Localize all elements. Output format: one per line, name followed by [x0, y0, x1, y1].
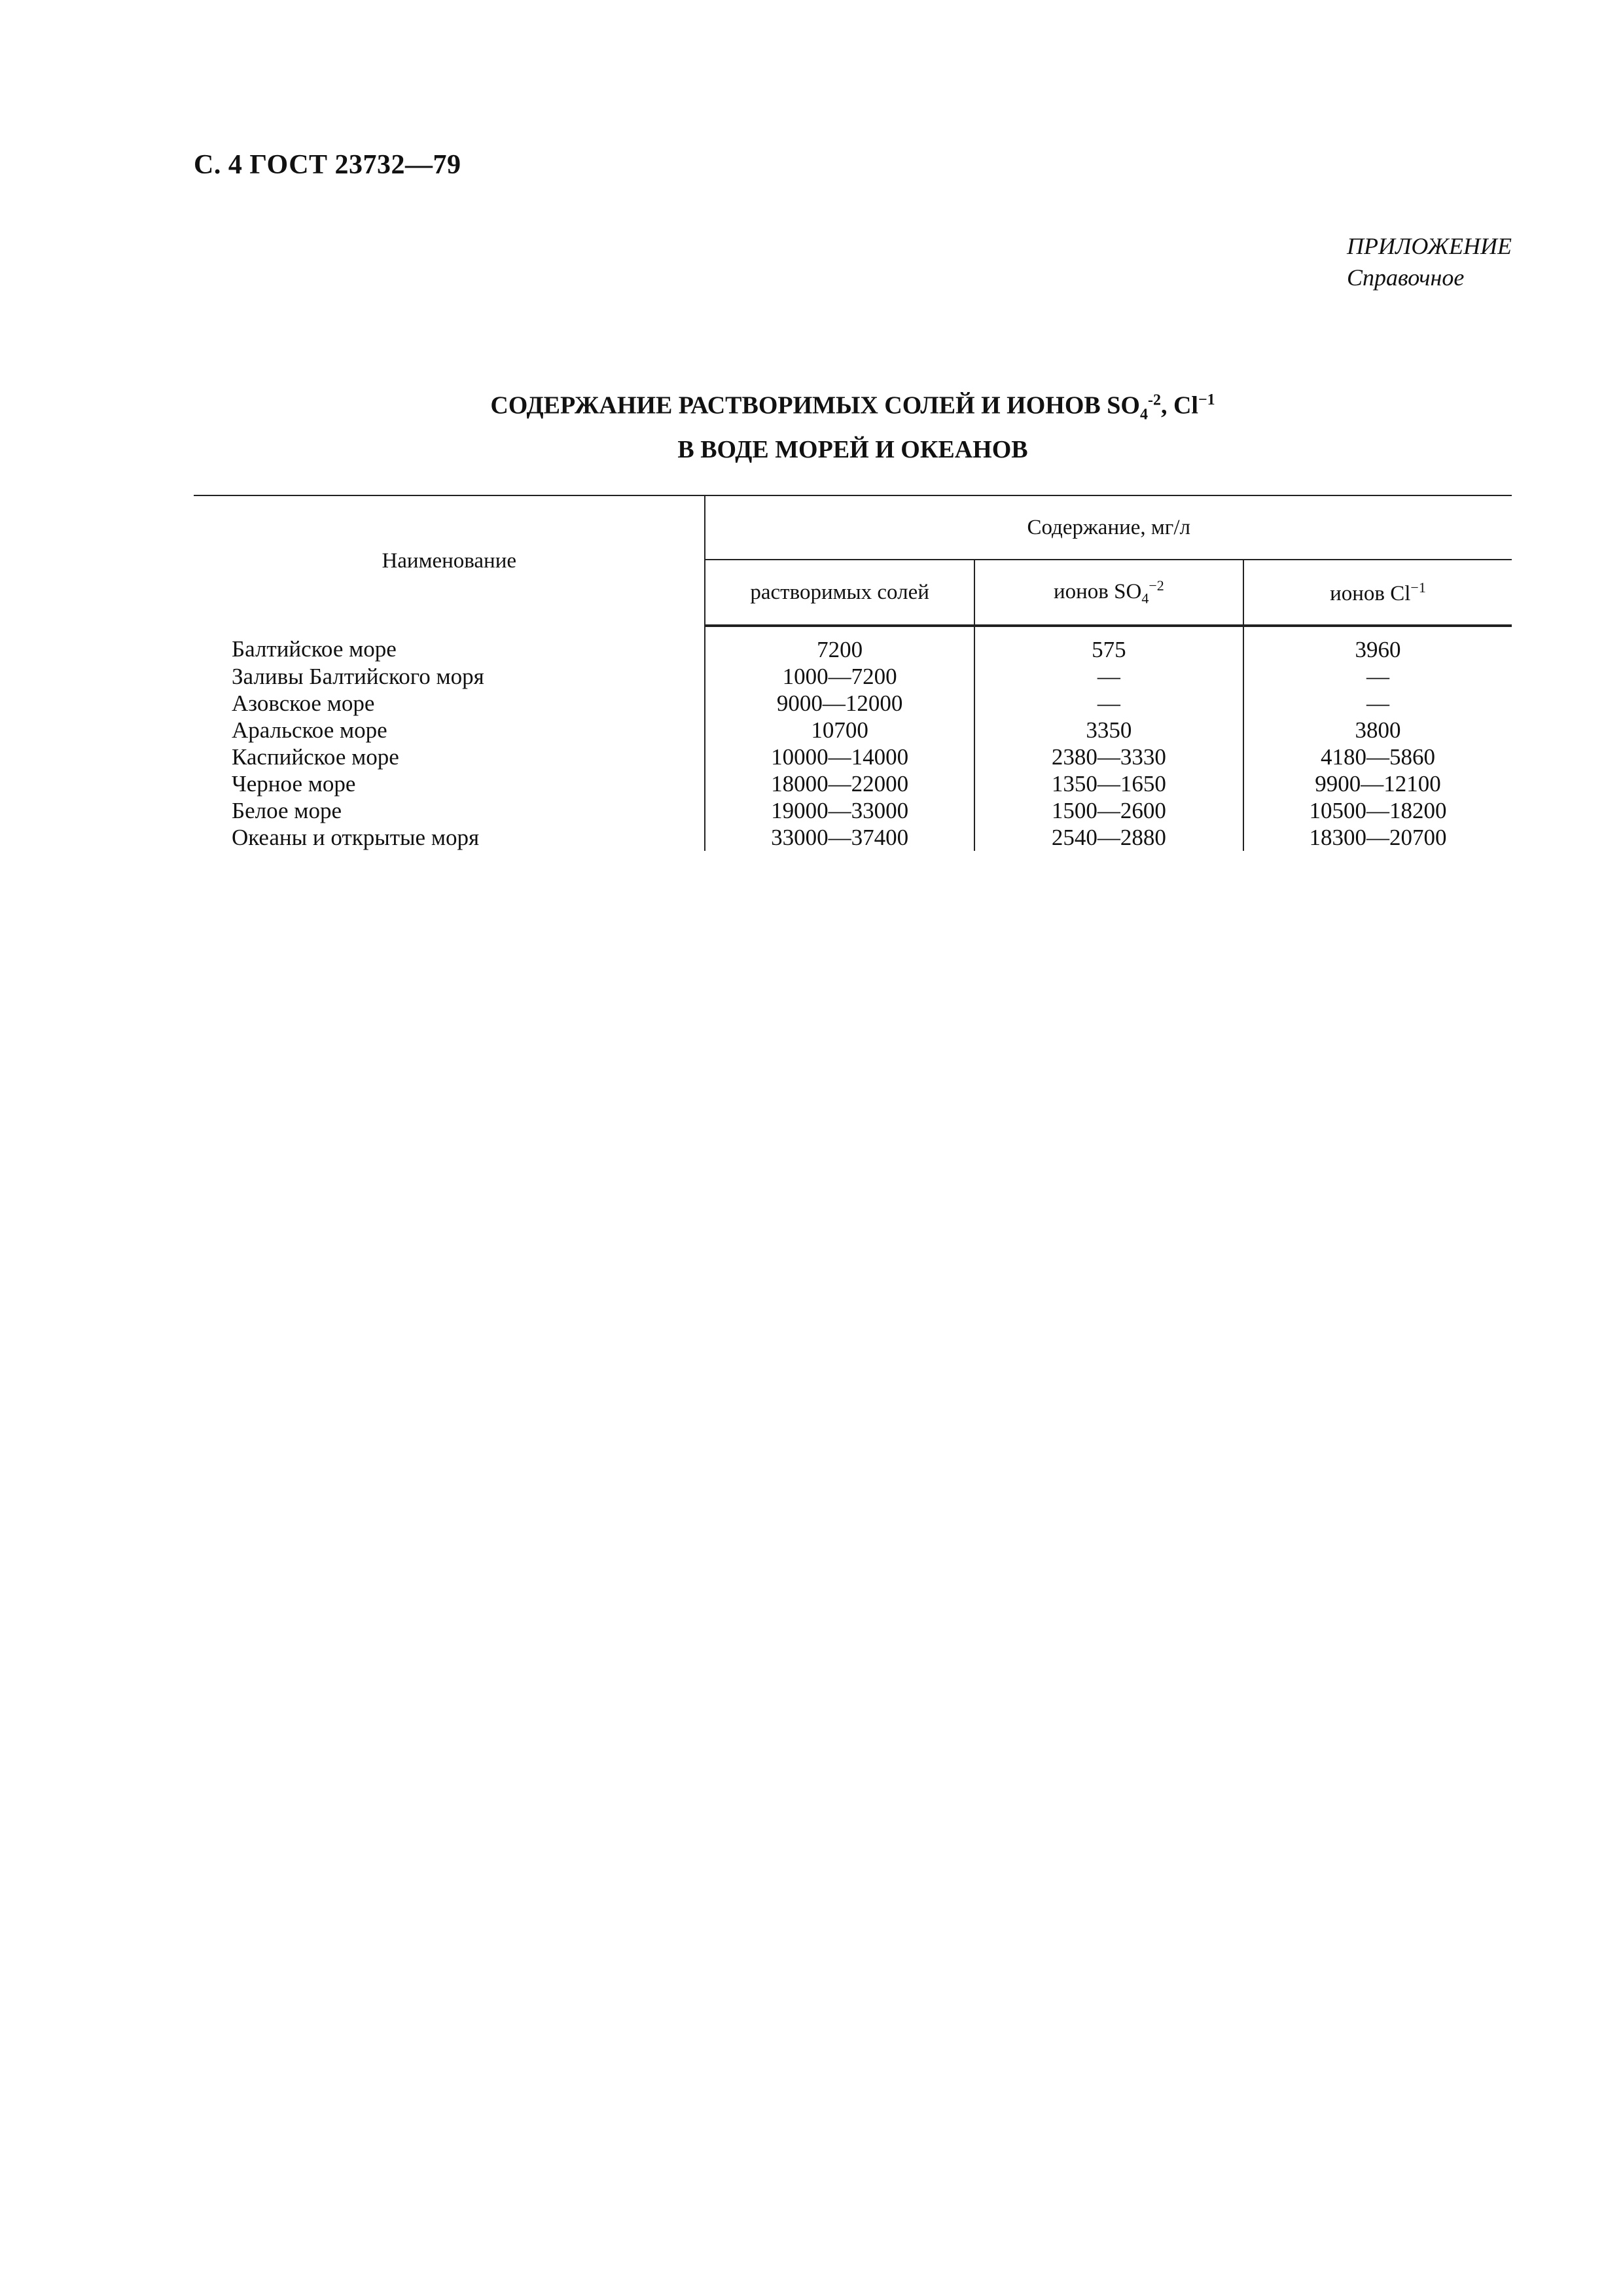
- row-salts: 7200: [705, 626, 974, 663]
- row-salts: 18000—22000: [705, 770, 974, 797]
- table-row: [194, 663, 1512, 690]
- table-row: [194, 770, 1512, 797]
- row-cl: —: [1366, 691, 1389, 716]
- row-name: Белое море: [194, 797, 705, 824]
- row-salts: 33000—37400: [705, 824, 974, 851]
- row-so4: —: [974, 663, 1243, 690]
- header-so4-superscript: −2: [1149, 577, 1164, 594]
- table-row: [194, 744, 1512, 770]
- row-cl: 3800: [1355, 717, 1401, 743]
- header-name: Наименование: [194, 495, 705, 626]
- row-cl: 10500—18200: [1309, 798, 1447, 823]
- row-name: Черное море: [194, 770, 705, 797]
- row-cl: —: [1366, 664, 1389, 689]
- title-line-1: [194, 382, 1512, 432]
- document-title: [194, 382, 1512, 467]
- appendix-type: Справочное: [1347, 264, 1465, 291]
- appendix-block: [1347, 230, 1512, 293]
- row-so4: 3350: [974, 717, 1243, 744]
- row-so4: 575: [974, 626, 1243, 663]
- row-salts: 1000—7200: [705, 663, 974, 690]
- salt-content-table-wrap: [194, 495, 1512, 851]
- row-so4: 1500—2600: [974, 797, 1243, 824]
- salt-content-table: [194, 495, 1512, 851]
- row-cl: 4180—5860: [1320, 744, 1435, 770]
- title-cl-superscript: −1: [1198, 391, 1215, 408]
- title-so4-superscript: -2: [1147, 391, 1161, 408]
- row-so4: —: [974, 690, 1243, 717]
- page-header: С. 4 ГОСТ 23732—79: [194, 150, 461, 180]
- row-name: Аральское море: [194, 717, 705, 744]
- row-name: Балтийское море: [194, 626, 705, 663]
- title-line-1-prefix: СОДЕРЖАНИЕ РАСТВОРИМЫХ СОЛЕЙ И ИОНОВ SO: [490, 391, 1140, 420]
- appendix-label: ПРИЛОЖЕНИЕ: [1347, 233, 1512, 259]
- header-cl: [1243, 560, 1512, 626]
- row-so4: 2380—3330: [974, 744, 1243, 770]
- row-cl: 9900—12100: [1315, 771, 1441, 797]
- row-salts: 9000—12000: [705, 690, 974, 717]
- title-so4-subscript: 4: [1139, 406, 1148, 423]
- header-cl-prefix: ионов Cl: [1330, 581, 1411, 605]
- header-so4-subscript: 4: [1141, 590, 1149, 607]
- row-name: Заливы Балтийского моря: [194, 663, 705, 690]
- header-salts: растворимых солей: [705, 560, 974, 626]
- row-cl: 3960: [1355, 637, 1401, 662]
- row-so4: 1350—1650: [974, 770, 1243, 797]
- header-so4-prefix: ионов SO: [1053, 580, 1142, 604]
- row-name: Каспийское море: [194, 744, 705, 770]
- header-content-group: Содержание, мг/л: [705, 495, 1512, 560]
- table-header-row-top: [194, 495, 1512, 560]
- title-cl: , Cl: [1160, 391, 1198, 420]
- row-salts: 10700: [705, 717, 974, 744]
- title-line-2: В ВОДЕ МОРЕЙ И ОКЕАНОВ: [677, 436, 1028, 464]
- table-row: [194, 824, 1512, 851]
- row-cl: 18300—20700: [1309, 825, 1447, 850]
- row-name: Азовское море: [194, 690, 705, 717]
- table-row: [194, 690, 1512, 717]
- table-row: [194, 717, 1512, 744]
- row-name: Океаны и открытые моря: [194, 824, 705, 851]
- header-cl-superscript: −1: [1410, 579, 1426, 596]
- table-row: [194, 626, 1512, 663]
- table-row: [194, 797, 1512, 824]
- row-salts: 19000—33000: [705, 797, 974, 824]
- row-salts: 10000—14000: [705, 744, 974, 770]
- header-so4: [974, 560, 1243, 626]
- row-so4: 2540—2880: [974, 824, 1243, 851]
